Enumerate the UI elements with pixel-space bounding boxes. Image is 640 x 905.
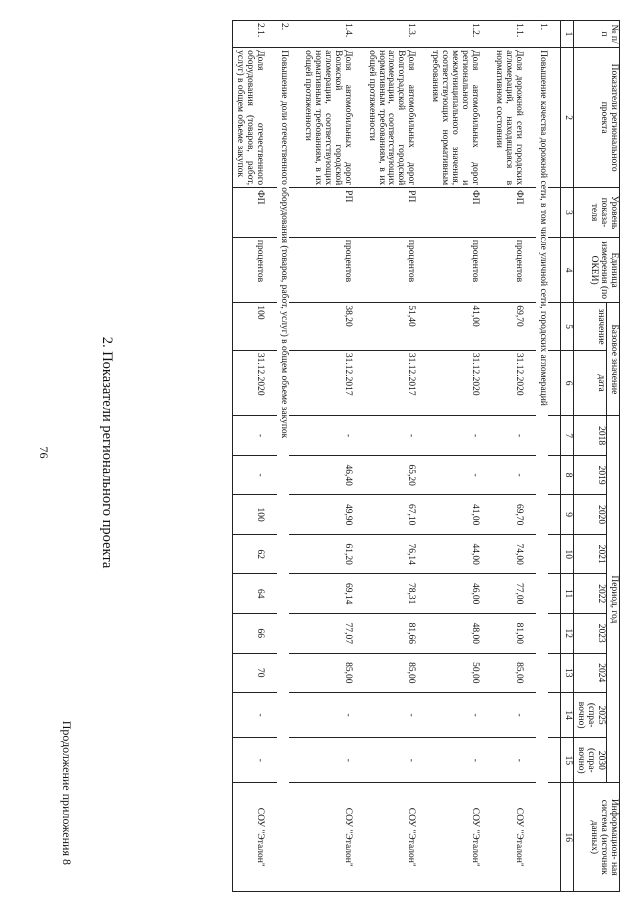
- header-year: 2020: [574, 495, 607, 535]
- year-value: 50,00: [428, 653, 480, 693]
- column-number: 16: [561, 783, 574, 892]
- spacer-row: [524, 21, 536, 892]
- year-value: -: [232, 693, 264, 738]
- unit: процентов: [492, 237, 524, 303]
- year-value: -: [492, 416, 524, 456]
- header-year: 2023: [574, 613, 607, 653]
- header-baseline-date: дата: [574, 350, 607, 416]
- group-title: Повышение доли отечественного оборудования (товаров, работ, услуг) в общем объеме закупок: [277, 48, 289, 892]
- year-value: 81,00: [492, 613, 524, 653]
- column-number: 1: [561, 21, 574, 48]
- year-value: 85,00: [365, 653, 417, 693]
- year-value: 70: [232, 653, 264, 693]
- year-value: 44,00: [428, 534, 480, 574]
- base-value: 100: [232, 303, 264, 350]
- header-no: № п/п: [574, 21, 620, 48]
- continuation-note: Продолжение приложения 8: [60, 720, 74, 865]
- table-row: [492, 21, 524, 892]
- year-value: 69,70: [492, 495, 524, 535]
- year-value: -: [232, 416, 264, 456]
- indicator-level: ФП: [428, 188, 480, 238]
- year-value: -: [232, 738, 264, 783]
- indicator-level: РП: [365, 188, 417, 238]
- column-number: 13: [561, 653, 574, 693]
- unit: процентов: [301, 237, 353, 303]
- spacer-row: [416, 21, 428, 892]
- row-number: 1.1.: [492, 21, 524, 48]
- group-number: 1.: [536, 21, 548, 48]
- row-number: 1.2.: [428, 21, 480, 48]
- table-row: [428, 21, 480, 892]
- page-number: 76: [37, 446, 51, 459]
- indicator-name: Доля автомобильных дорог Волжской городской агломерации, соответствующих нормативным требованиям, в их общей протяженности: [301, 48, 353, 188]
- year-value: 61,20: [301, 534, 353, 574]
- indicator-level: РП: [301, 188, 353, 238]
- column-number-row: [561, 21, 574, 892]
- row-number: 1.4.: [301, 21, 353, 48]
- row-number: 2.1.: [232, 21, 264, 48]
- header-name: Показатели регионального проекта: [574, 48, 620, 188]
- year-value: -: [301, 416, 353, 456]
- year-value: 49,90: [301, 495, 353, 535]
- header-year: 2021: [574, 534, 607, 574]
- year-value: 67,10: [365, 495, 417, 535]
- base-date: 31.12.2017: [365, 350, 417, 416]
- data-source: СОУ "Эталон": [365, 783, 417, 892]
- group-number: 2.: [277, 21, 289, 48]
- column-number: 4: [561, 237, 574, 303]
- year-value: -: [428, 416, 480, 456]
- header-year: 2025 (спра- вочно): [574, 693, 607, 738]
- year-value: -: [428, 455, 480, 495]
- table-row: [301, 21, 353, 892]
- year-value: -: [428, 693, 480, 738]
- indicator-name: Доля дорожной сети городских агломераций, находящаяся в нормативном состоянии: [492, 48, 524, 188]
- year-value: -: [492, 738, 524, 783]
- base-date: 31.12.2020: [232, 350, 264, 416]
- year-value: -: [301, 693, 353, 738]
- indicator-name: Доля отечественного оборудования (товаров, работ, услуг) в общем объеме закупок: [232, 48, 264, 188]
- header-info-system: Информацион- ная система (источник данных): [574, 783, 620, 892]
- column-number: 15: [561, 738, 574, 783]
- table-row: [232, 21, 264, 892]
- indicator-level: ФП: [232, 188, 264, 238]
- year-value: 74,00: [492, 534, 524, 574]
- header-baseline-value: значение: [574, 303, 607, 350]
- group-title: Повышение качества дорожной сети, в том числе уличной сети, городских агломераций: [536, 48, 548, 892]
- year-value: 64: [232, 574, 264, 614]
- year-value: -: [365, 738, 417, 783]
- header-level: Уровень показа- теля: [574, 188, 620, 238]
- header-unit: Единица измерения (по ОКЕИ): [574, 237, 620, 303]
- base-date: 31.12.2017: [301, 350, 353, 416]
- spacer-row: [480, 21, 492, 892]
- year-value: 85,00: [301, 653, 353, 693]
- year-value: -: [365, 416, 417, 456]
- column-number: 2: [561, 48, 574, 188]
- column-number: 11: [561, 574, 574, 614]
- header-period: Период, год: [607, 416, 620, 783]
- column-number: 10: [561, 534, 574, 574]
- section-title: 2. Показатели регионального проекта: [99, 336, 115, 569]
- data-source: СОУ "Эталон": [232, 783, 264, 892]
- year-value: -: [428, 738, 480, 783]
- column-number: 12: [561, 613, 574, 653]
- header-baseline: Базовое значение: [607, 303, 620, 416]
- year-value: 100: [232, 495, 264, 535]
- year-value: -: [492, 693, 524, 738]
- column-number: 8: [561, 455, 574, 495]
- year-value: 65,20: [365, 455, 417, 495]
- indicators-table: [232, 20, 620, 892]
- year-value: 46,00: [428, 574, 480, 614]
- year-value: 48,00: [428, 613, 480, 653]
- year-value: 62: [232, 534, 264, 574]
- indicator-level: ФП: [492, 188, 524, 238]
- column-number: 6: [561, 350, 574, 416]
- year-value: 81,66: [365, 613, 417, 653]
- spacer-row: [353, 21, 365, 892]
- unit: процентов: [232, 237, 264, 303]
- header-row-1: [607, 21, 620, 892]
- year-value: 76,14: [365, 534, 417, 574]
- column-number: 3: [561, 188, 574, 238]
- header-year: 2024: [574, 653, 607, 693]
- spacer-row: [548, 21, 561, 892]
- column-number: 9: [561, 495, 574, 535]
- spacer-row: [265, 21, 277, 892]
- spacer-row: [289, 21, 301, 892]
- group-row: [277, 21, 289, 892]
- base-value: 38,20: [301, 303, 353, 350]
- year-value: 77,00: [492, 574, 524, 614]
- base-value: 69,70: [492, 303, 524, 350]
- year-value: 46,40: [301, 455, 353, 495]
- year-value: 41,00: [428, 495, 480, 535]
- base-value: 41,00: [428, 303, 480, 350]
- header-year: 2030 (спра- вочно): [574, 738, 607, 783]
- year-value: -: [492, 455, 524, 495]
- year-value: 77,07: [301, 613, 353, 653]
- group-row: [536, 21, 548, 892]
- base-date: 31.12.2020: [428, 350, 480, 416]
- table-row: [365, 21, 417, 892]
- year-value: -: [232, 455, 264, 495]
- column-number: 14: [561, 693, 574, 738]
- year-value: 78,31: [365, 574, 417, 614]
- year-value: 85,00: [492, 653, 524, 693]
- indicator-name: Доля автомобильных дорог регионального и межмуниципального значения, соответствующих нормативным требованиям: [428, 48, 480, 188]
- year-value: -: [365, 693, 417, 738]
- header-year: 2019: [574, 455, 607, 495]
- data-source: СОУ "Эталон": [428, 783, 480, 892]
- unit: процентов: [428, 237, 480, 303]
- base-date: 31.12.2020: [492, 350, 524, 416]
- year-value: -: [301, 738, 353, 783]
- data-source: СОУ "Эталон": [492, 783, 524, 892]
- indicator-name: Доля автомобильных дорог Волгоградской городской агломерации, соответствующих нормативным требованиям, в их общей протяженности: [365, 48, 417, 188]
- data-source: СОУ "Эталон": [301, 783, 353, 892]
- base-value: 51,40: [365, 303, 417, 350]
- year-value: 69,14: [301, 574, 353, 614]
- column-number: 7: [561, 416, 574, 456]
- unit: процентов: [365, 237, 417, 303]
- header-year: 2018: [574, 416, 607, 456]
- header-year: 2022: [574, 574, 607, 614]
- column-number: 5: [561, 303, 574, 350]
- year-value: 66: [232, 613, 264, 653]
- row-number: 1.3.: [365, 21, 417, 48]
